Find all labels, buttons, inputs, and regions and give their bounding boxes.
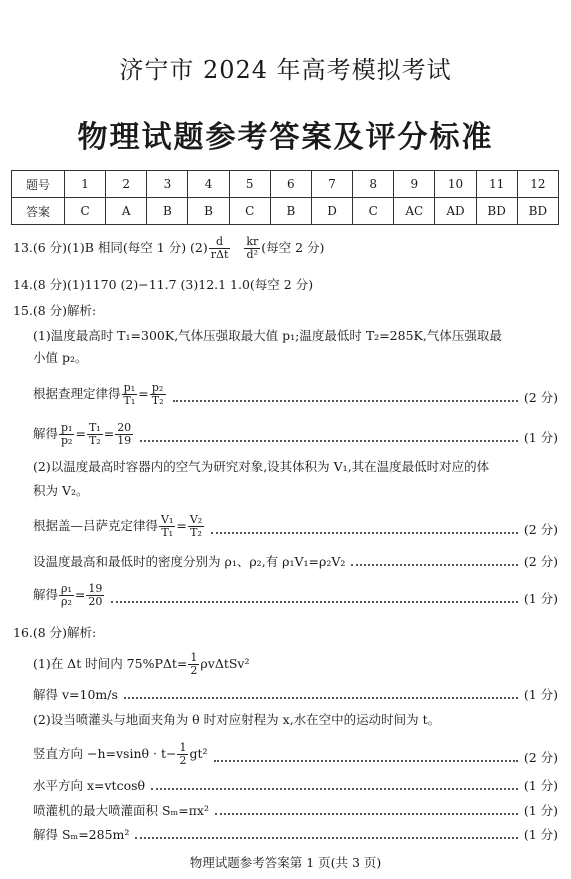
answer-cell: C <box>229 198 270 225</box>
q16-eq6: 解得 Sₘ=285m² <box>33 827 130 842</box>
q16-eq4-score: (1 分) <box>523 778 558 793</box>
q15-eq1 <box>33 382 167 407</box>
numerator: 1 <box>190 651 198 664</box>
q13-fraction-2 <box>244 236 260 261</box>
equals-sign: = <box>138 386 149 401</box>
q13-suffix: (每空 2 分) <box>261 240 325 255</box>
question-number: 11 <box>476 171 517 198</box>
q15-eq2-fraction-c <box>115 422 133 447</box>
q16-eq1-row <box>33 652 558 677</box>
equals-sign: = <box>75 426 86 441</box>
leader-dots <box>151 787 518 790</box>
q15-eq4-score: (2 分) <box>523 554 558 569</box>
answer-cell: C <box>353 198 394 225</box>
q16-eq2-row <box>33 686 558 704</box>
q15-eq2-prefix: 解得 <box>33 426 59 441</box>
leader-dots <box>173 399 518 402</box>
equals-sign: = <box>74 587 86 602</box>
question-number: 10 <box>435 171 476 198</box>
q13-f2-denominator: d² <box>246 248 258 261</box>
answer-table <box>11 170 559 225</box>
question-number: 9 <box>394 171 435 198</box>
numerator: p₁ <box>61 421 73 434</box>
q13-answer <box>13 236 558 261</box>
leader-dots <box>215 812 518 815</box>
q16-eq1-fraction <box>188 652 199 677</box>
q13-f2-numerator: kr <box>246 235 259 248</box>
q13-prefix: 13.(6 分)(1)B 相同(每空 1 分) (2) <box>13 240 208 255</box>
q16-eq4: 水平方向 x=vtcosθ <box>33 778 146 793</box>
q15-heading: 15.(8 分)解析: <box>13 303 97 318</box>
q15-eq2-fraction-a <box>59 422 74 447</box>
q15-eq3 <box>33 514 205 539</box>
q15-eq3-left-fraction <box>159 514 175 539</box>
q16-part2: (2)设当喷灌头与地面夹角为 θ 时对应射程为 x,水在空中的运动时间为 t。 <box>33 712 441 727</box>
q15-eq5-fraction-b <box>86 583 104 608</box>
q15-eq2-score: (1 分) <box>523 430 558 445</box>
q15-eq1-row <box>33 382 558 407</box>
q15-eq2-fraction-b <box>87 422 103 447</box>
q16-eq4-row <box>33 777 558 795</box>
answer-cell: AC <box>394 198 435 225</box>
leader-dots <box>351 563 517 566</box>
denominator: p₂ <box>61 434 73 447</box>
q16-eq3-row <box>33 742 558 767</box>
denominator: 2 <box>179 754 187 767</box>
q15-eq3-prefix: 根据盖—吕萨克定律得 <box>33 518 159 533</box>
q15-eq5 <box>33 583 105 608</box>
answer-table-answer-row <box>12 198 559 225</box>
q16-eq3-suffix: gt² <box>189 746 208 761</box>
q15-part1-line1: (1)温度最高时 T₁=300K,气体压强取最大值 p₁;温度最低时 T₂=285K,气体压强取最 <box>33 328 502 343</box>
q15-part1-line2: 小值 p₂。 <box>33 350 88 365</box>
leader-dots <box>211 531 518 534</box>
q15-eq4: 设温度最高和最低时的密度分别为 ρ₁、ρ₂,有 ρ₁V₁=ρ₂V₂ <box>33 554 346 569</box>
question-number: 6 <box>270 171 311 198</box>
q13-fraction-1 <box>209 236 231 261</box>
q15-eq1-score: (2 分) <box>523 390 558 405</box>
q16-eq5-score: (1 分) <box>523 803 558 818</box>
numerator: 20 <box>117 421 132 434</box>
question-number: 8 <box>353 171 394 198</box>
q15-eq3-right-fraction <box>188 514 204 539</box>
denominator: 20 <box>88 595 103 608</box>
q15-eq3-row <box>33 514 558 539</box>
q15-part2-line1: (2)以温度最高时容器内的空气为研究对象,设其体积为 V₁,其在温度最低时对应的体 <box>33 459 490 474</box>
q16-eq5-row <box>33 802 558 820</box>
question-number: 5 <box>229 171 270 198</box>
q14-answer: 14.(8 分)(1)1170 (2)−11.7 (3)12.1 1.0(每空 2 分) <box>13 277 314 292</box>
numerator: p₂ <box>150 382 166 395</box>
denominator: T₂ <box>151 394 164 407</box>
q13-f1-denominator: rΔt <box>210 248 229 261</box>
q15-eq5-row <box>33 583 558 608</box>
row-label-number: 题号 <box>12 171 65 198</box>
answer-cell: C <box>65 198 106 225</box>
q15-eq2-row <box>33 422 558 447</box>
numerator: 19 <box>88 582 103 595</box>
q15-part2-line2: 积为 V₂。 <box>33 483 89 498</box>
q15-eq5-score: (1 分) <box>523 591 558 606</box>
question-number: 4 <box>188 171 229 198</box>
answer-cell: AD <box>435 198 476 225</box>
q16-eq6-score: (1 分) <box>523 827 558 842</box>
q16-eq2-score: (1 分) <box>523 687 558 702</box>
row-label-answer: 答案 <box>12 198 65 225</box>
equals-sign: = <box>176 518 187 533</box>
leader-dots <box>111 600 517 603</box>
q15-eq1-right-fraction <box>150 382 166 407</box>
numerator: 1 <box>179 741 187 754</box>
q16-eq1-prefix: (1)在 Δt 时间内 75%PΔt= <box>33 656 188 671</box>
denominator: 2 <box>190 664 198 677</box>
q15-eq2 <box>33 422 134 447</box>
q15-eq5-fraction-a <box>59 583 74 608</box>
leader-dots <box>135 836 517 839</box>
answer-cell: B <box>188 198 229 225</box>
q15-eq1-left-fraction <box>122 382 138 407</box>
answer-table-number-row <box>12 171 559 198</box>
q16-eq3 <box>33 742 208 767</box>
leader-dots <box>140 439 518 442</box>
denominator: T₁ <box>161 526 174 539</box>
q16-eq1-suffix: ρvΔtSv² <box>200 656 250 671</box>
answer-cell: BD <box>476 198 517 225</box>
denominator: T₂ <box>88 434 101 447</box>
denominator: T₁ <box>123 394 136 407</box>
numerator: V₂ <box>189 513 203 526</box>
question-number: 7 <box>311 171 352 198</box>
answer-cell: B <box>147 198 188 225</box>
answer-cell: D <box>311 198 352 225</box>
answer-cell: A <box>106 198 147 225</box>
question-number: 12 <box>517 171 558 198</box>
numerator: V₁ <box>161 513 174 526</box>
q16-eq2: 解得 v=10m/s <box>33 687 118 702</box>
leader-dots <box>124 696 518 699</box>
q13-f1-numerator: d <box>209 236 231 249</box>
equals-sign: = <box>103 426 115 441</box>
q16-eq3-score: (2 分) <box>523 750 558 765</box>
q15-eq1-prefix: 根据查理定律得 <box>33 386 121 401</box>
numerator: ρ₁ <box>61 582 72 595</box>
page-footer: 物理试题参考答案第 1 页(共 3 页) <box>189 855 382 870</box>
q16-eq6-row <box>33 826 558 844</box>
denominator: ρ₂ <box>61 595 72 608</box>
q16-eq3-fraction <box>177 742 188 767</box>
exam-title: 济宁市 2024 年高考模拟考试 <box>119 56 452 84</box>
q16-eq3-prefix: 竖直方向 −h=vsinθ · t− <box>33 746 177 761</box>
q16-eq5: 喷灌机的最大喷灌面积 Sₘ=πx² <box>33 803 209 818</box>
numerator: T₁ <box>88 421 101 434</box>
question-number: 2 <box>106 171 147 198</box>
q15-eq3-score: (2 分) <box>523 522 558 537</box>
denominator: 19 <box>117 434 132 447</box>
answer-cell: B <box>270 198 311 225</box>
numerator: p₁ <box>122 382 138 395</box>
question-number: 3 <box>147 171 188 198</box>
leader-dots <box>214 759 518 762</box>
q15-eq5-prefix: 解得 <box>33 587 59 602</box>
document-title: 物理试题参考答案及评分标准 <box>77 120 494 155</box>
answer-cell: BD <box>517 198 558 225</box>
question-number: 1 <box>65 171 106 198</box>
q16-heading: 16.(8 分)解析: <box>13 625 97 640</box>
q15-eq4-row <box>33 553 558 571</box>
denominator: T₂ <box>190 526 202 539</box>
